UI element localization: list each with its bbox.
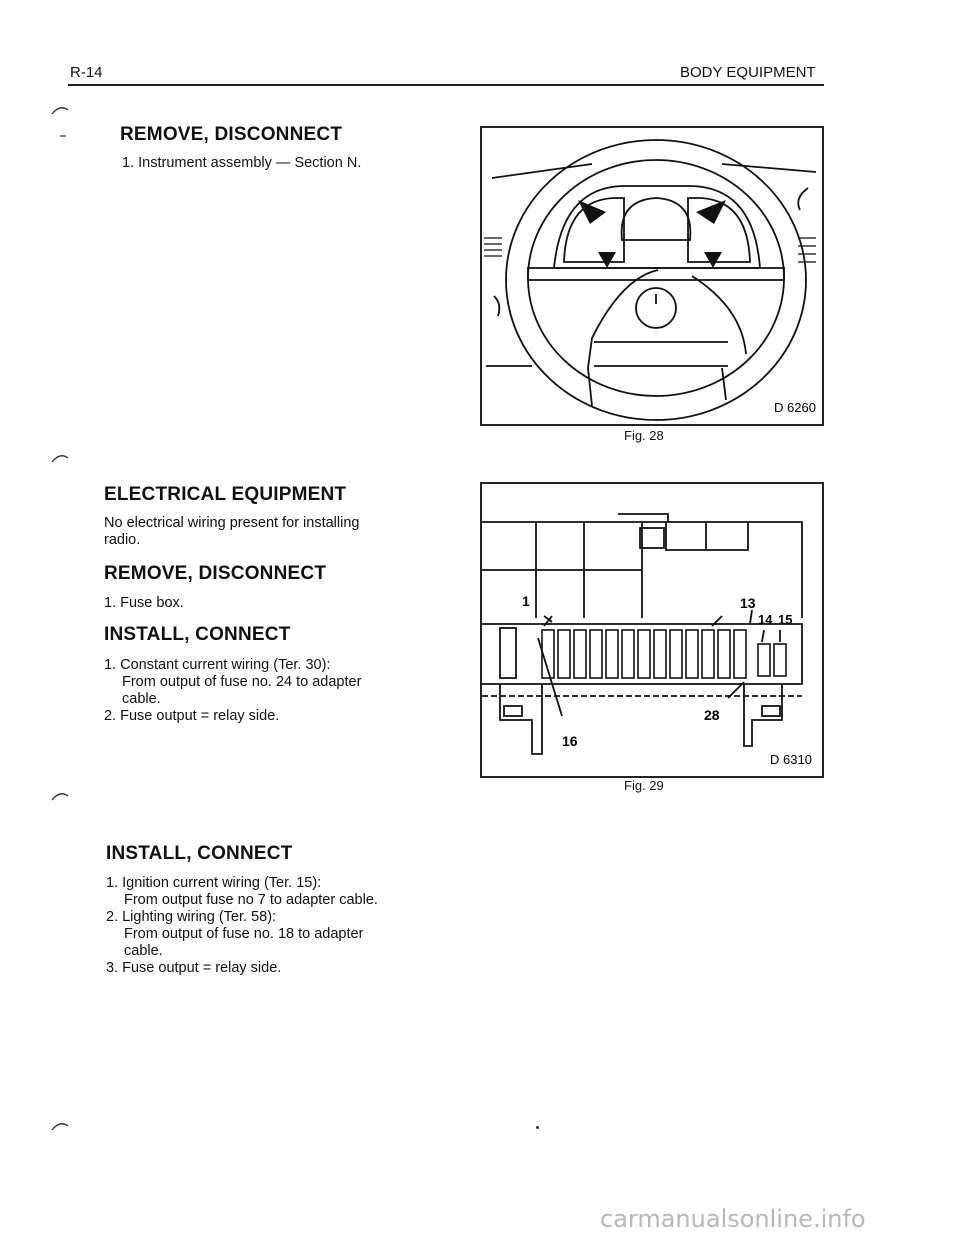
fuse-box-illustration bbox=[482, 484, 822, 776]
install1-item-1-cont: From output of fuse no. 24 to adapter bbox=[122, 674, 362, 690]
install1-item-1-cont-2: cable. bbox=[122, 691, 161, 707]
install2-item-3: 3. Fuse output = relay side. bbox=[106, 960, 282, 976]
arrow-up-right-icon bbox=[696, 200, 726, 224]
electrical-equipment-heading: ELECTRICAL EQUIPMENT bbox=[104, 484, 347, 505]
label-fuse-28: 28 bbox=[704, 707, 720, 723]
arrow-down-right-icon bbox=[704, 252, 722, 268]
figure-28-caption: Fig. 28 bbox=[624, 428, 664, 443]
figure-29 bbox=[480, 482, 824, 778]
label-fuse-16: 16 bbox=[562, 733, 578, 749]
remove2-item-1: 1. Fuse box. bbox=[104, 595, 184, 611]
section-title: BODY EQUIPMENT bbox=[680, 64, 816, 81]
label-fuse-1: 1 bbox=[522, 593, 530, 609]
install2-item-2-cont-2: cable. bbox=[124, 943, 163, 959]
install2-item-1: 1. Ignition current wiring (Ter. 15): bbox=[106, 875, 322, 891]
install2-item-1-cont: From output fuse no 7 to adapter cable. bbox=[124, 892, 378, 908]
block1-item-1: 1. Instrument assembly — Section N. bbox=[122, 155, 362, 171]
install-connect-heading-2: INSTALL, CONNECT bbox=[106, 843, 293, 864]
label-fuse-15: 15 bbox=[778, 612, 793, 627]
electrical-line-2: radio. bbox=[104, 532, 141, 548]
figure-28 bbox=[480, 126, 824, 426]
watermark: carmanualsonline.info bbox=[600, 1205, 866, 1233]
remove-disconnect-heading-2: REMOVE, DISCONNECT bbox=[104, 563, 327, 584]
header-rule bbox=[68, 84, 824, 86]
stray-dot bbox=[536, 1126, 539, 1129]
install2-item-2-cont: From output of fuse no. 18 to adapter bbox=[124, 926, 364, 942]
steering-wheel-illustration bbox=[482, 128, 822, 424]
figure-29-code: D 6310 bbox=[770, 752, 812, 767]
install-connect-heading-1: INSTALL, CONNECT bbox=[104, 624, 291, 645]
install1-item-1: 1. Constant current wiring (Ter. 30): bbox=[104, 657, 331, 673]
install2-item-2: 2. Lighting wiring (Ter. 58): bbox=[106, 909, 277, 925]
install1-item-2: 2. Fuse output = relay side. bbox=[104, 708, 280, 724]
page-number: R-14 bbox=[70, 64, 103, 81]
figure-28-code: D 6260 bbox=[774, 400, 816, 415]
arrow-down-left-icon bbox=[598, 252, 616, 268]
margin-marks bbox=[50, 100, 100, 1140]
label-fuse-13: 13 bbox=[740, 595, 756, 611]
remove-disconnect-heading-1: REMOVE, DISCONNECT bbox=[120, 124, 343, 145]
figure-29-caption: Fig. 29 bbox=[624, 778, 664, 793]
electrical-line-1: No electrical wiring present for installing bbox=[104, 515, 360, 531]
label-fuse-14: 14 bbox=[758, 612, 773, 627]
